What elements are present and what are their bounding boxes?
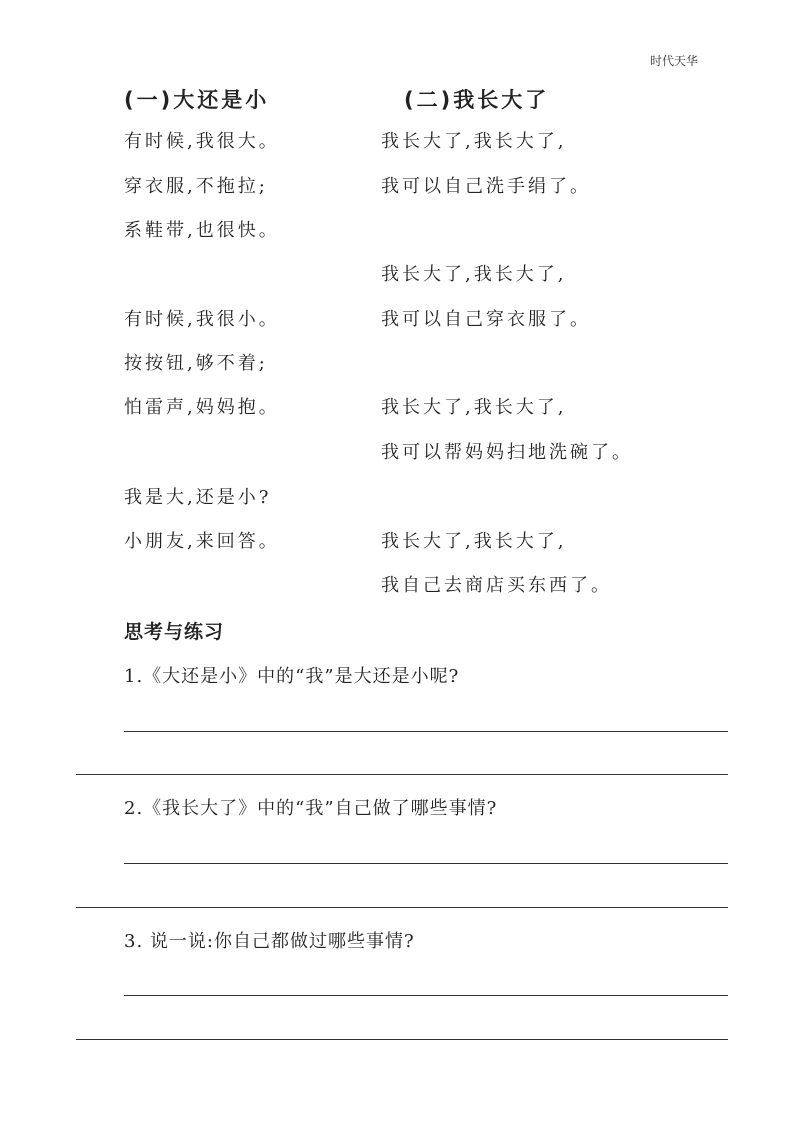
question-3: 3. 说一说:你自己都做过哪些事情? <box>124 931 415 952</box>
poem1-line: 怕雷声,妈妈抱。 <box>124 397 280 418</box>
poem2-title: (二)我长大了 <box>404 88 550 112</box>
poem1-line: 小朋友,来回答。 <box>124 531 280 552</box>
answer-line <box>76 907 728 908</box>
poem2-line: 我长大了,我长大了, <box>381 131 567 152</box>
poem2-line: 我长大了,我长大了, <box>381 264 567 285</box>
poem1-line: 我是大,还是小? <box>124 487 272 508</box>
poem2-line: 我可以帮妈妈扫地洗碗了。 <box>381 442 633 463</box>
poem2-line: 我可以自己洗手绢了。 <box>381 176 591 197</box>
poem1-line: 穿衣服,不拖拉; <box>124 176 268 197</box>
question-1: 1.《大还是小》中的“我”是大还是小呢? <box>124 666 460 687</box>
exercise-heading: 思考与练习 <box>124 621 225 643</box>
answer-line <box>76 1039 728 1040</box>
answer-line <box>124 863 728 864</box>
answer-line <box>124 995 728 996</box>
poem1-line: 有时候,我很小。 <box>124 309 280 330</box>
poem1-title: (一)大还是小 <box>124 88 270 112</box>
question-2: 2.《我长大了》中的“我”自己做了哪些事情? <box>124 798 498 819</box>
poem1-line: 按按钮,够不着; <box>124 353 268 374</box>
poem2-line: 我可以自己穿衣服了。 <box>381 309 591 330</box>
poem2-line: 我自己去商店买东西了。 <box>381 575 612 596</box>
poem2-line: 我长大了,我长大了, <box>381 531 567 552</box>
answer-line <box>124 731 728 732</box>
answer-line <box>76 774 728 775</box>
brand-label: 时代天华 <box>650 54 699 68</box>
poem2-line: 我长大了,我长大了, <box>381 397 567 418</box>
poem1-line: 系鞋带,也很快。 <box>124 220 280 241</box>
poem1-line: 有时候,我很大。 <box>124 131 280 152</box>
